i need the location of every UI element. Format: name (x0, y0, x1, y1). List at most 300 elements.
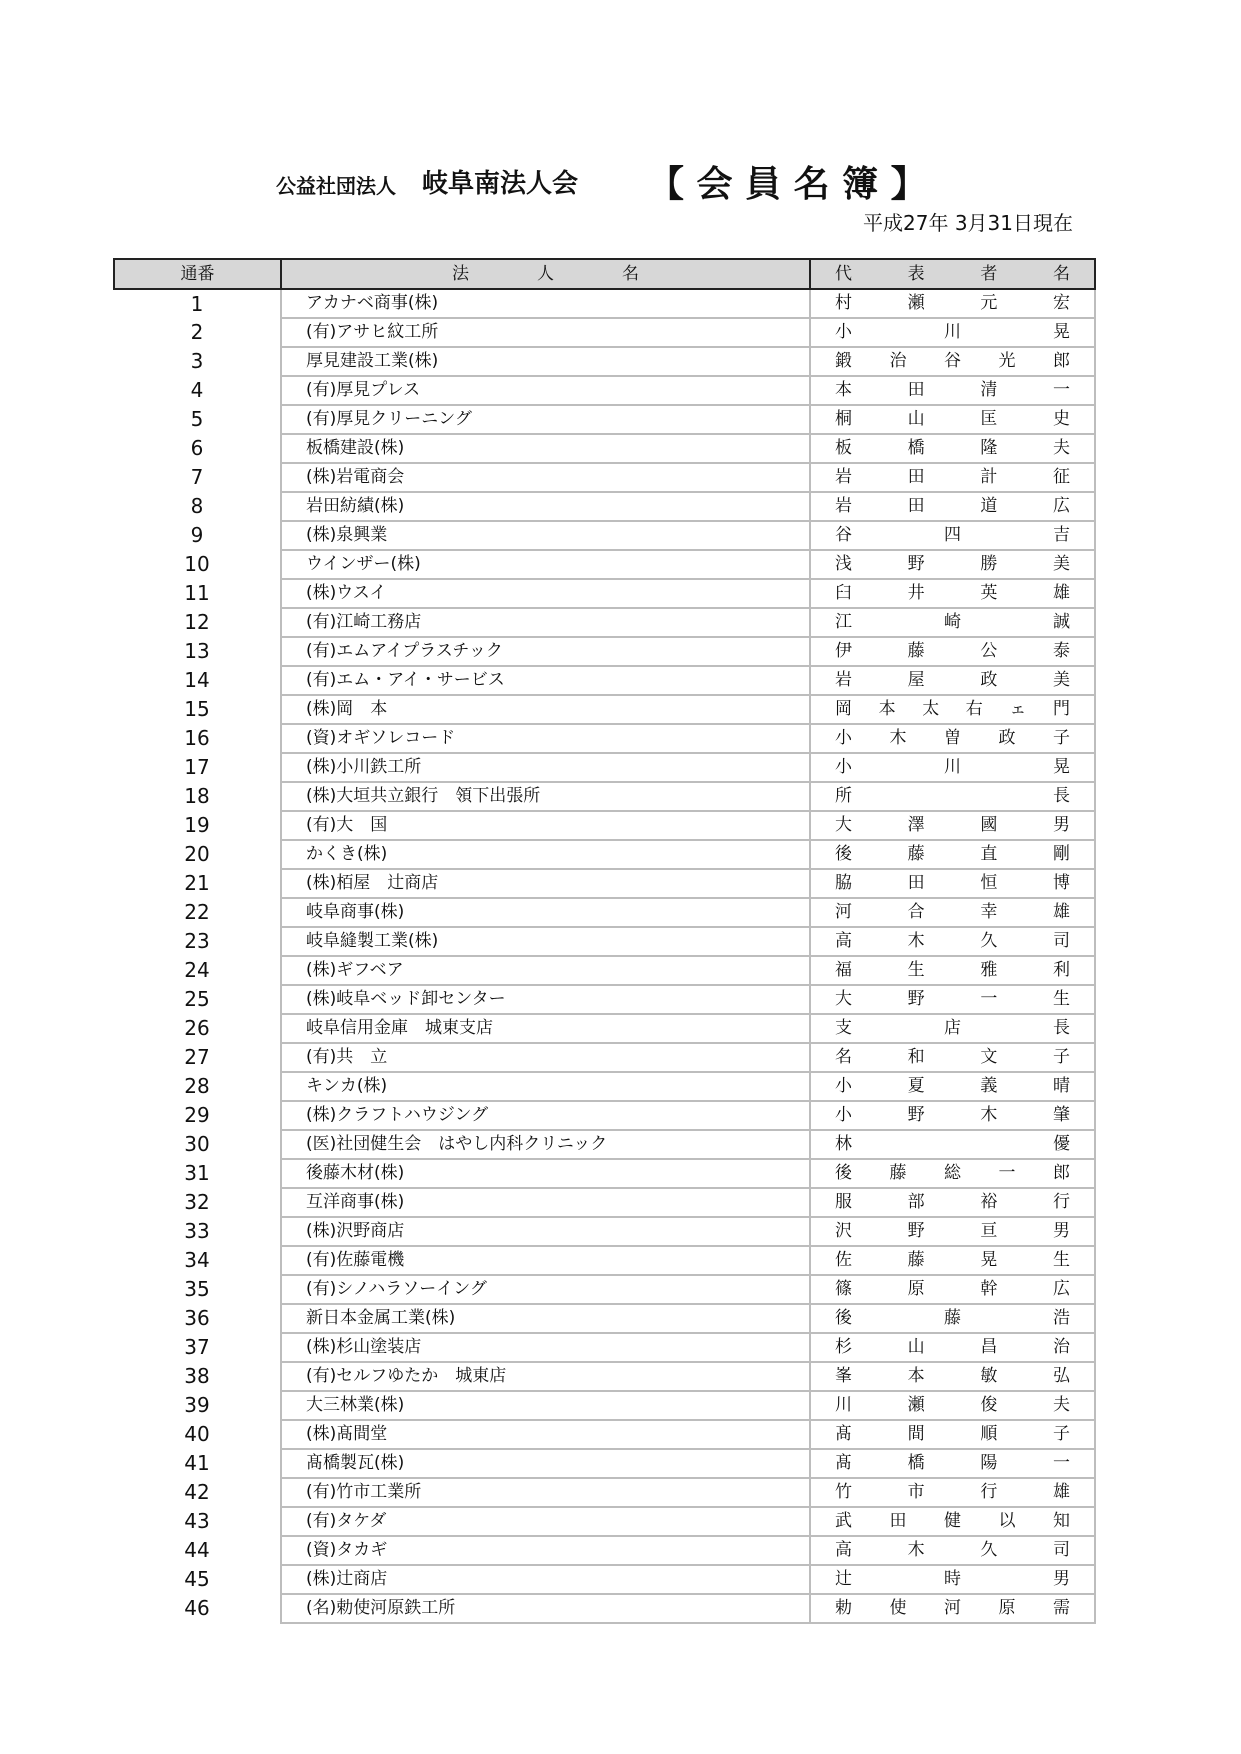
representative-name-char: 長 (1053, 1018, 1070, 1038)
column-header-representative (810, 259, 1095, 289)
table-row (114, 985, 1095, 1014)
row-number: 15 (184, 697, 210, 721)
table-row (114, 1449, 1095, 1478)
representative-name-char: 誠 (1053, 612, 1070, 632)
corporation-name: (有)シノハラソーイング (281, 1275, 810, 1304)
row-number: 42 (184, 1480, 210, 1504)
representative-name-char: 木 (907, 1540, 925, 1560)
row-number: 31 (184, 1161, 210, 1185)
row-number: 38 (184, 1364, 210, 1388)
representative-name (810, 347, 1095, 376)
representative-name (810, 1449, 1095, 1478)
table-row (114, 1362, 1095, 1391)
representative-name (810, 666, 1095, 695)
representative-name-char: 藤 (907, 844, 925, 864)
corporation-name: ウインザー(株) (281, 550, 810, 579)
corporation-name: (医)社団健生会 はやし内科クリニック (281, 1130, 810, 1159)
representative-name-char: 行 (980, 1482, 998, 1502)
corporation-name: (有)エムアイプラスチック (281, 637, 810, 666)
representative-name (810, 1246, 1095, 1275)
representative-name-char: 幸 (980, 902, 998, 922)
representative-name (810, 637, 1095, 666)
row-number: 39 (184, 1393, 210, 1417)
table-row (114, 753, 1095, 782)
representative-name-char: 木 (907, 931, 925, 951)
table-row (114, 608, 1095, 637)
corporation-name: (株)栢屋 辻商店 (281, 869, 810, 898)
representative-name (810, 1159, 1095, 1188)
corporation-name: (株)クラフトハウジング (281, 1101, 810, 1130)
row-number: 30 (184, 1132, 210, 1156)
corporation-name: (有)セルフゆたか 城東店 (281, 1362, 810, 1391)
representative-name-char: 征 (1052, 467, 1070, 487)
corporation-name: (株)大垣共立銀行 領下出張所 (281, 782, 810, 811)
table-row (114, 1420, 1095, 1449)
representative-name-char: 瀬 (907, 293, 925, 313)
representative-name-char: 一 (980, 989, 998, 1009)
row-number: 4 (190, 378, 204, 402)
representative-name-char: 小 (835, 1105, 852, 1125)
row-number: 17 (184, 755, 210, 779)
representative-name (810, 1536, 1095, 1565)
corporation-name: (有)佐藤電機 (281, 1246, 810, 1275)
representative-name (810, 1478, 1095, 1507)
table-row (114, 695, 1095, 724)
document-title: 【 会 員 名 簿 】 (648, 164, 927, 205)
corporation-name: 髙橋製瓦(株) (281, 1449, 810, 1478)
corporation-name: (名)勅使河原鉄工所 (281, 1594, 810, 1623)
representative-name (810, 1507, 1095, 1536)
row-number: 25 (184, 987, 210, 1011)
representative-name-char: 利 (1052, 960, 1070, 980)
table-row (114, 666, 1095, 695)
row-number: 43 (184, 1509, 210, 1533)
representative-name (810, 869, 1095, 898)
row-number: 24 (184, 958, 210, 982)
row-number: 20 (184, 842, 210, 866)
representative-name-char: 久 (980, 1540, 998, 1560)
representative-name-char: 店 (944, 1018, 961, 1038)
representative-name-char: 本 (835, 380, 852, 400)
corporation-name: かくき(株) (281, 840, 810, 869)
table-row (114, 927, 1095, 956)
representative-header-char: 名 (1052, 264, 1070, 284)
row-number: 40 (184, 1422, 210, 1446)
representative-name-char: 田 (907, 496, 925, 516)
representative-name (810, 1391, 1095, 1420)
table-row (114, 898, 1095, 927)
representative-name-char: 和 (907, 1047, 925, 1067)
representative-name-char: 政 (980, 670, 998, 690)
corporation-name: (有)アサヒ紋工所 (281, 318, 810, 347)
representative-name-char: 野 (907, 554, 925, 574)
row-number: 21 (184, 871, 210, 895)
representative-name-char: 広 (1052, 1279, 1070, 1299)
representative-name-char: 大 (835, 815, 852, 835)
representative-name-char: 所 (835, 786, 852, 806)
representative-name-char: 男 (1052, 815, 1070, 835)
representative-name-char: 橋 (907, 438, 925, 458)
representative-name-char: 原 (907, 1279, 925, 1299)
representative-name-char: 総 (944, 1163, 961, 1183)
representative-name-char: 亘 (980, 1221, 998, 1241)
representative-name-char: 江 (835, 612, 852, 632)
representative-name-char: 合 (907, 902, 925, 922)
representative-name (810, 1130, 1095, 1159)
representative-name-char: 夏 (907, 1076, 925, 1096)
representative-name-char: 峯 (835, 1366, 852, 1386)
corporation-name: 岩田紡績(株) (281, 492, 810, 521)
representative-name-char: 村 (835, 293, 852, 313)
representative-name-char: 田 (907, 380, 925, 400)
table-row (114, 1188, 1095, 1217)
table-row (114, 318, 1095, 347)
representative-name-char: 野 (907, 1221, 925, 1241)
row-number: 14 (184, 668, 210, 692)
table-row (114, 550, 1095, 579)
representative-name (810, 1333, 1095, 1362)
representative-name-char: 藤 (907, 1250, 925, 1270)
representative-header-char: 代 (835, 264, 852, 284)
representative-name-char: 久 (980, 931, 998, 951)
representative-name (810, 405, 1095, 434)
table-row (114, 1391, 1095, 1420)
row-number: 6 (190, 436, 204, 460)
representative-name (810, 550, 1095, 579)
representative-name-char: 間 (907, 1424, 925, 1444)
representative-name (810, 1188, 1095, 1217)
representative-name-char: 美 (1052, 554, 1070, 574)
corporation-name: (有)大 国 (281, 811, 810, 840)
representative-name-char: 板 (835, 438, 852, 458)
representative-name-char: 匡 (980, 409, 998, 429)
table-row (114, 1565, 1095, 1594)
corporation-name: (有)厚見プレス (281, 376, 810, 405)
table-row (114, 521, 1095, 550)
table-row (114, 1130, 1095, 1159)
representative-name (810, 1014, 1095, 1043)
table-row (114, 1478, 1095, 1507)
representative-name-char: 広 (1052, 496, 1070, 516)
representative-name-char: 市 (907, 1482, 925, 1502)
representative-name-char: 澤 (907, 815, 925, 835)
representative-name (810, 1275, 1095, 1304)
row-number: 11 (184, 581, 210, 605)
corporation-name: (株)岐阜ベッド卸センター (281, 985, 810, 1014)
row-number: 28 (184, 1074, 210, 1098)
table-row (114, 1043, 1095, 1072)
corporation-name: (有)エム・アイ・サービス (281, 666, 810, 695)
table-row (114, 405, 1095, 434)
corporation-name: 岐阜縫製工業(株) (281, 927, 810, 956)
representative-name-char: 小 (835, 757, 852, 777)
corporation-name: 板橋建設(株) (281, 434, 810, 463)
corporation-name: (有)タケダ (281, 1507, 810, 1536)
table-row (114, 1507, 1095, 1536)
representative-name-char: 沢 (835, 1221, 852, 1241)
representative-name-char: 公 (980, 641, 998, 661)
row-number: 16 (184, 726, 210, 750)
representative-name-char: 文 (980, 1047, 998, 1067)
representative-name-char: 健 (944, 1511, 961, 1531)
representative-name-char: 義 (980, 1076, 998, 1096)
representative-name-char: 需 (1053, 1598, 1070, 1618)
table-row (114, 869, 1095, 898)
corporation-name: (資)オギソレコード (281, 724, 810, 753)
corporation-name: (株)辻商店 (281, 1565, 810, 1594)
corporation-name: (有)竹市工業所 (281, 1478, 810, 1507)
row-number: 37 (184, 1335, 210, 1359)
representative-name-char: 川 (835, 1395, 852, 1415)
representative-name-char: 林 (835, 1134, 852, 1154)
member-roster-table (113, 258, 1096, 1624)
representative-name-char: 行 (1052, 1192, 1070, 1212)
representative-name-char: 藤 (907, 641, 925, 661)
representative-name-char: 右 (965, 699, 983, 719)
corporation-name: (株)岡 本 (281, 695, 810, 724)
row-number: 27 (184, 1045, 210, 1069)
table-row (114, 637, 1095, 666)
representative-name-char: 恒 (980, 873, 998, 893)
corporation-name: (資)タカギ (281, 1536, 810, 1565)
row-number: 41 (184, 1451, 210, 1475)
representative-name-char: 優 (1053, 1134, 1070, 1154)
representative-name (810, 492, 1095, 521)
corporation-name: キンカ(株) (281, 1072, 810, 1101)
representative-name-char: 原 (998, 1598, 1016, 1618)
representative-name-char: 剛 (1052, 844, 1070, 864)
representative-name-char: 治 (1052, 1337, 1070, 1357)
representative-name-char: 治 (889, 351, 907, 371)
representative-name-char: 太 (922, 699, 940, 719)
representative-name-char: 生 (1052, 989, 1070, 1009)
representative-name-char: 光 (998, 351, 1016, 371)
row-number: 46 (184, 1596, 210, 1620)
row-number: 19 (184, 813, 210, 837)
representative-name-char: 道 (980, 496, 998, 516)
representative-name-char: 藤 (944, 1308, 961, 1328)
corporation-name: (株)小川鉄工所 (281, 753, 810, 782)
corporation-name: (株)髙間堂 (281, 1420, 810, 1449)
representative-name-char: 史 (1052, 409, 1070, 429)
table-row (114, 1217, 1095, 1246)
representative-name-char: 勝 (980, 554, 998, 574)
representative-name-char: 男 (1053, 1569, 1070, 1589)
row-number: 9 (190, 523, 204, 547)
representative-name-char: 野 (907, 1105, 925, 1125)
row-number: 45 (184, 1567, 210, 1591)
representative-name-char: 司 (1052, 1540, 1070, 1560)
representative-name-char: 晃 (980, 1250, 998, 1270)
representative-name (810, 608, 1095, 637)
table-row (114, 347, 1095, 376)
representative-name-char: 司 (1052, 931, 1070, 951)
representative-name-char: 雄 (1052, 902, 1070, 922)
representative-name-char: 岩 (835, 496, 852, 516)
representative-name-char: 以 (998, 1511, 1016, 1531)
representative-name-char: 藤 (889, 1163, 907, 1183)
corporation-name: (有)共 立 (281, 1043, 810, 1072)
table-row (114, 1072, 1095, 1101)
representative-name-char: 髙 (835, 1424, 852, 1444)
row-number: 5 (190, 407, 204, 431)
representative-name-char: 俊 (980, 1395, 998, 1415)
representative-name-char: 伊 (835, 641, 852, 661)
representative-name-char: ェ (1009, 699, 1027, 719)
representative-name-char: 福 (835, 960, 852, 980)
representative-name-char: 佐 (835, 1250, 852, 1270)
representative-name-char: 一 (1052, 380, 1070, 400)
table-row (114, 492, 1095, 521)
representative-name-char: 元 (980, 293, 998, 313)
representative-name-char: 晴 (1052, 1076, 1070, 1096)
representative-name-char: 夫 (1052, 1395, 1070, 1415)
representative-name-char: 岡 (835, 699, 852, 719)
representative-name-char: 幹 (980, 1279, 998, 1299)
corporation-name: (株)杉山塗装店 (281, 1333, 810, 1362)
representative-name-char: 谷 (835, 525, 852, 545)
representative-name-char: 橋 (907, 1453, 925, 1473)
table-row (114, 1594, 1095, 1623)
corporation-name: (株)沢野商店 (281, 1217, 810, 1246)
representative-name-char: 名 (835, 1047, 852, 1067)
representative-name-char: 小 (835, 728, 852, 748)
representative-name-char: 鍛 (835, 351, 852, 371)
representative-name-char: 川 (944, 757, 961, 777)
row-number: 23 (184, 929, 210, 953)
representative-name (810, 753, 1095, 782)
table-row (114, 376, 1095, 405)
representative-name-char: 裕 (980, 1192, 998, 1212)
representative-name-char: 政 (998, 728, 1016, 748)
representative-name-char: 郎 (1053, 351, 1070, 371)
row-number: 29 (184, 1103, 210, 1127)
representative-name-char: 子 (1053, 728, 1070, 748)
row-number: 2 (190, 320, 204, 344)
row-number: 33 (184, 1219, 210, 1243)
representative-name (810, 434, 1095, 463)
representative-name-char: 博 (1052, 873, 1070, 893)
representative-name-char: 後 (835, 1308, 852, 1328)
representative-name-char: 篠 (835, 1279, 852, 1299)
representative-name-char: 男 (1052, 1221, 1070, 1241)
representative-name-char: 順 (980, 1424, 998, 1444)
table-row (114, 811, 1095, 840)
row-number: 32 (184, 1190, 210, 1214)
representative-name-char: 竹 (835, 1482, 852, 1502)
representative-name (810, 1217, 1095, 1246)
representative-name-char: 一 (1052, 1453, 1070, 1473)
corporation-name: (株)ギフベア (281, 956, 810, 985)
representative-name-char: 川 (944, 322, 961, 342)
representative-name (810, 579, 1095, 608)
row-number: 26 (184, 1016, 210, 1040)
representative-name-char: 一 (998, 1163, 1016, 1183)
representative-name-char: 谷 (944, 351, 961, 371)
corporation-name: (株)岩電商会 (281, 463, 810, 492)
table-row (114, 1275, 1095, 1304)
table-row (114, 434, 1095, 463)
representative-name-char: 田 (907, 467, 925, 487)
table-row (114, 840, 1095, 869)
table-row (114, 463, 1095, 492)
representative-name-char: 英 (980, 583, 998, 603)
representative-name-char: 計 (980, 467, 998, 487)
corporation-name: アカナベ商事(株) (281, 289, 810, 318)
table-row (114, 1014, 1095, 1043)
representative-name (810, 811, 1095, 840)
corporation-name: 互洋商事(株) (281, 1188, 810, 1217)
table-row (114, 1159, 1095, 1188)
representative-name-char: 陽 (980, 1453, 998, 1473)
org-type: 公益社団法人 (276, 174, 396, 198)
representative-name-char: 山 (907, 1337, 925, 1357)
representative-name (810, 521, 1095, 550)
representative-name-char: 四 (944, 525, 961, 545)
representative-name-char: 門 (1052, 699, 1070, 719)
representative-name-char: 雄 (1052, 1482, 1070, 1502)
table-row (114, 1101, 1095, 1130)
corporation-header-char: 法 (452, 264, 469, 284)
representative-name (810, 898, 1095, 927)
representative-name-char: 直 (980, 844, 998, 864)
representative-name-char: 河 (944, 1598, 961, 1618)
representative-name-char: 部 (907, 1192, 925, 1212)
row-number: 8 (190, 494, 204, 518)
representative-name-char: 時 (944, 1569, 961, 1589)
table-row (114, 579, 1095, 608)
column-header-number: 通番 (114, 259, 281, 289)
row-number: 36 (184, 1306, 210, 1330)
representative-name (810, 376, 1095, 405)
representative-name (810, 1362, 1095, 1391)
representative-name-char: 岩 (835, 670, 852, 690)
representative-name-char: 木 (889, 728, 907, 748)
representative-name-char: 田 (907, 873, 925, 893)
row-number: 22 (184, 900, 210, 924)
corporation-name: 岐阜商事(株) (281, 898, 810, 927)
representative-name (810, 1420, 1095, 1449)
representative-name-char: 服 (835, 1192, 852, 1212)
row-number: 10 (184, 552, 210, 576)
representative-name-char: 生 (907, 960, 925, 980)
representative-name-char: 國 (980, 815, 998, 835)
representative-name-char: 晃 (1053, 322, 1070, 342)
representative-name-char: 宏 (1052, 293, 1070, 313)
table-header-row (114, 259, 1095, 289)
representative-name-char: 夫 (1052, 438, 1070, 458)
table-row (114, 782, 1095, 811)
representative-name-char: 後 (835, 1163, 852, 1183)
corporation-name: 新日本金属工業(株) (281, 1304, 810, 1333)
representative-name-char: 木 (980, 1105, 998, 1125)
representative-name-char: 桐 (835, 409, 852, 429)
row-number: 35 (184, 1277, 210, 1301)
representative-name-char: 髙 (835, 1453, 852, 1473)
corporation-name: 大三林業(株) (281, 1391, 810, 1420)
representative-name-char: 使 (889, 1598, 907, 1618)
representative-name-char: 小 (835, 1076, 852, 1096)
representative-name-char: 雅 (980, 960, 998, 980)
column-header-corporation (281, 259, 810, 289)
representative-name-char: 弘 (1052, 1366, 1070, 1386)
representative-name (810, 1043, 1095, 1072)
representative-name-char: 曽 (944, 728, 961, 748)
representative-name-char: 小 (835, 322, 852, 342)
representative-name (810, 1101, 1095, 1130)
representative-name (810, 956, 1095, 985)
table-row (114, 956, 1095, 985)
